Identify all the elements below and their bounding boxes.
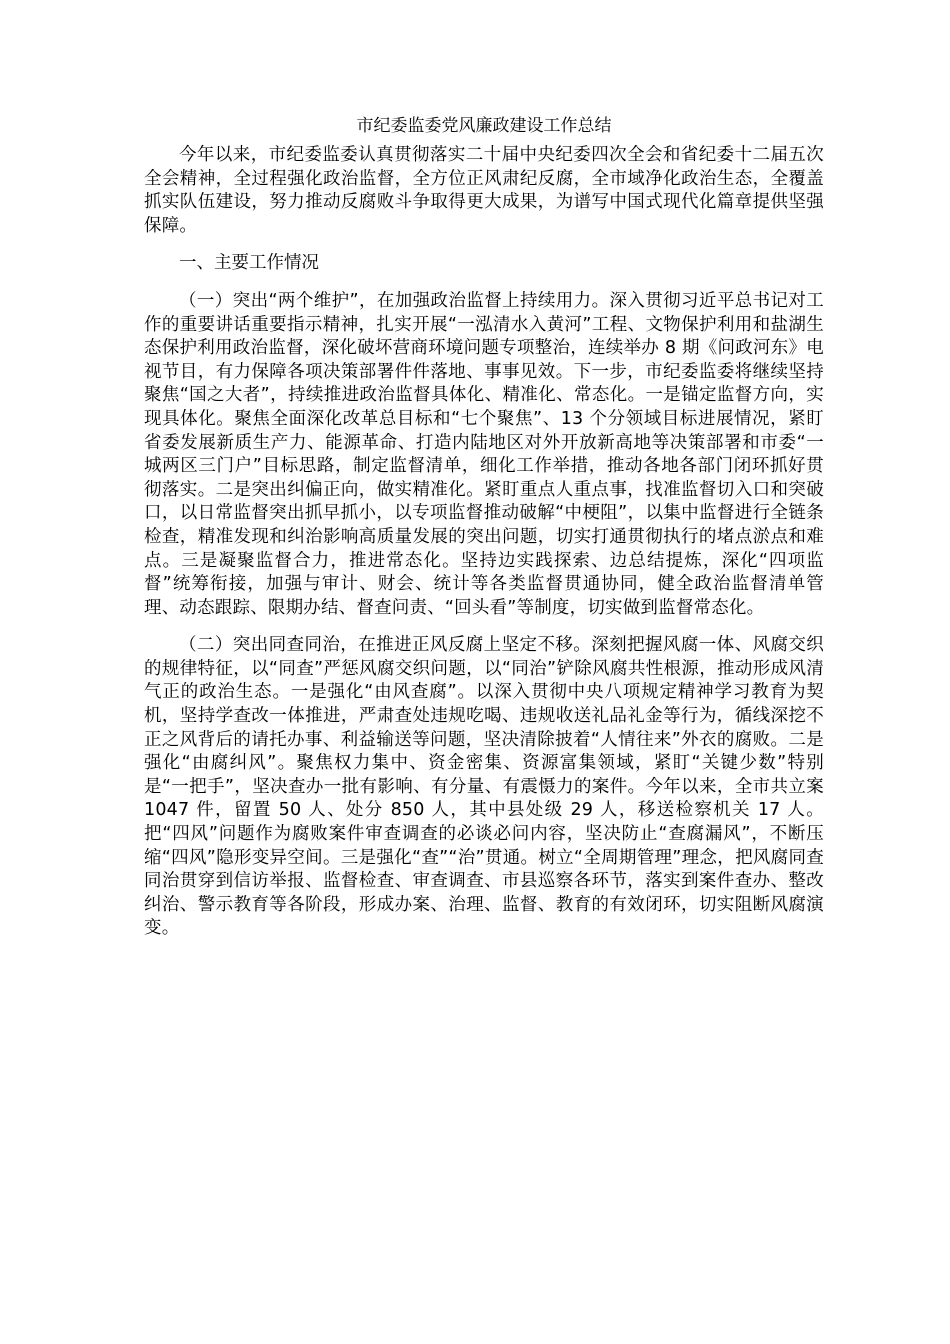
paragraph-anti-corruption: （二）突出同查同治，在推进正风反腐上坚定不移。深刻把握风腐一体、风腐交织的规律特征，以“同查”严惩风腐交织问题，以“同治”铲除风腐共性根源，推动形成风清气正的政治生态。一是强化“由风查腐”。以深入贯彻中央八项规定精神学习教育为契机，坚持学查改一体推进，严肃查处违规吃喝、违规收送礼品礼金等行为，循线深挖不正之风背后的请托办事、利益输送等问题，坚决清除披着“人情往来”外衣的腐败。二是强化“由腐纠风”。聚焦权力集中、资金密集、资源富集领域，紧盯“关键少数”特别是“一把手”，坚决查办一批有影响、有分量、有震慑力的案件。今年以来，全市共立案 1047 件，留置 50 人、处分 850 人，其中县处级 29 人，移送检察机关 17 人。把“四风”问题作为腐败案件审查调查的必谈必问内容，坚决防止“查腐漏风”，不断压缩“四风”隐形变异空间。三是强化“查”“治”贯通。树立“全周期管理”理念，把风腐同查同治贯穿到信访举报、监督检查、审查调查、市县巡察各环节，落实到案件查办、整改纠治、警示教育等各阶段，形成办案、治理、监督、教育的有效闭环，切实阻断风腐演变。 (144, 635, 824, 939)
paragraph-political-supervision: （一）突出“两个维护”，在加强政治监督上持续用力。深入贯彻习近平总书记对工作的重要讲话重要指示精神，扎实开展“一泓清水入黄河”工程、文物保护利用和盐湖生态保护利用政治监督，深化破坏营商环境问题专项整治，连续举办 8 期《问政河东》电视节目，有力保障各项决策部署件件落地、事事见效。下一步，市纪委监委将继续坚持聚焦“国之大者”，持续推进政治监督具体化、精准化、常态化。一是锚定监督方向，实现具体化。聚焦全面深化改革总目标和“七个聚焦”、13 个分领域目标进展情况，紧盯省委发展新质生产力、能源革命、打造内陆地区对外开放新高地等决策部署和市委“一城两区三门户”目标思路，制定监督清单，细化工作举措，推动各地各部门闭环抓好贯彻落实。二是突出纠偏正向，做实精准化。紧盯重点人重点事，找准监督切入口和突破口，以日常监督突出抓早抓小，以专项监督推动破解“中梗阻”，以集中监督进行全链条检查，精准发现和纠治影响高质量发展的突出问题，切实打通贯彻执行的堵点淤点和难点。三是凝聚监督合力，推进常态化。坚持边实践探索、边总结提炼，深化“四项监督”统筹衔接，加强与审计、财会、统计等各类监督贯通协同，健全政治监督清单管理、动态跟踪、限期办结、督查问责、“回头看”等制度，切实做到监督常态化。 (144, 290, 824, 618)
document-title: 市纪委监委党风廉政建设工作总结 (356, 116, 612, 136)
intro-paragraph: 今年以来，市纪委监委认真贯彻落实二十届中央纪委四次全会和省纪委十二届五次全会精神，全过程强化政治监督，全方位正风肃纪反腐，全市域净化政治生态，全覆盖抓实队伍建设，努力推动反腐败斗争取得更大成果，为谱写中国式现代化篇章提供坚强保障。 (144, 145, 824, 236)
document-page (144, 112, 824, 955)
section-heading: 一、主要工作情况 (179, 253, 319, 274)
